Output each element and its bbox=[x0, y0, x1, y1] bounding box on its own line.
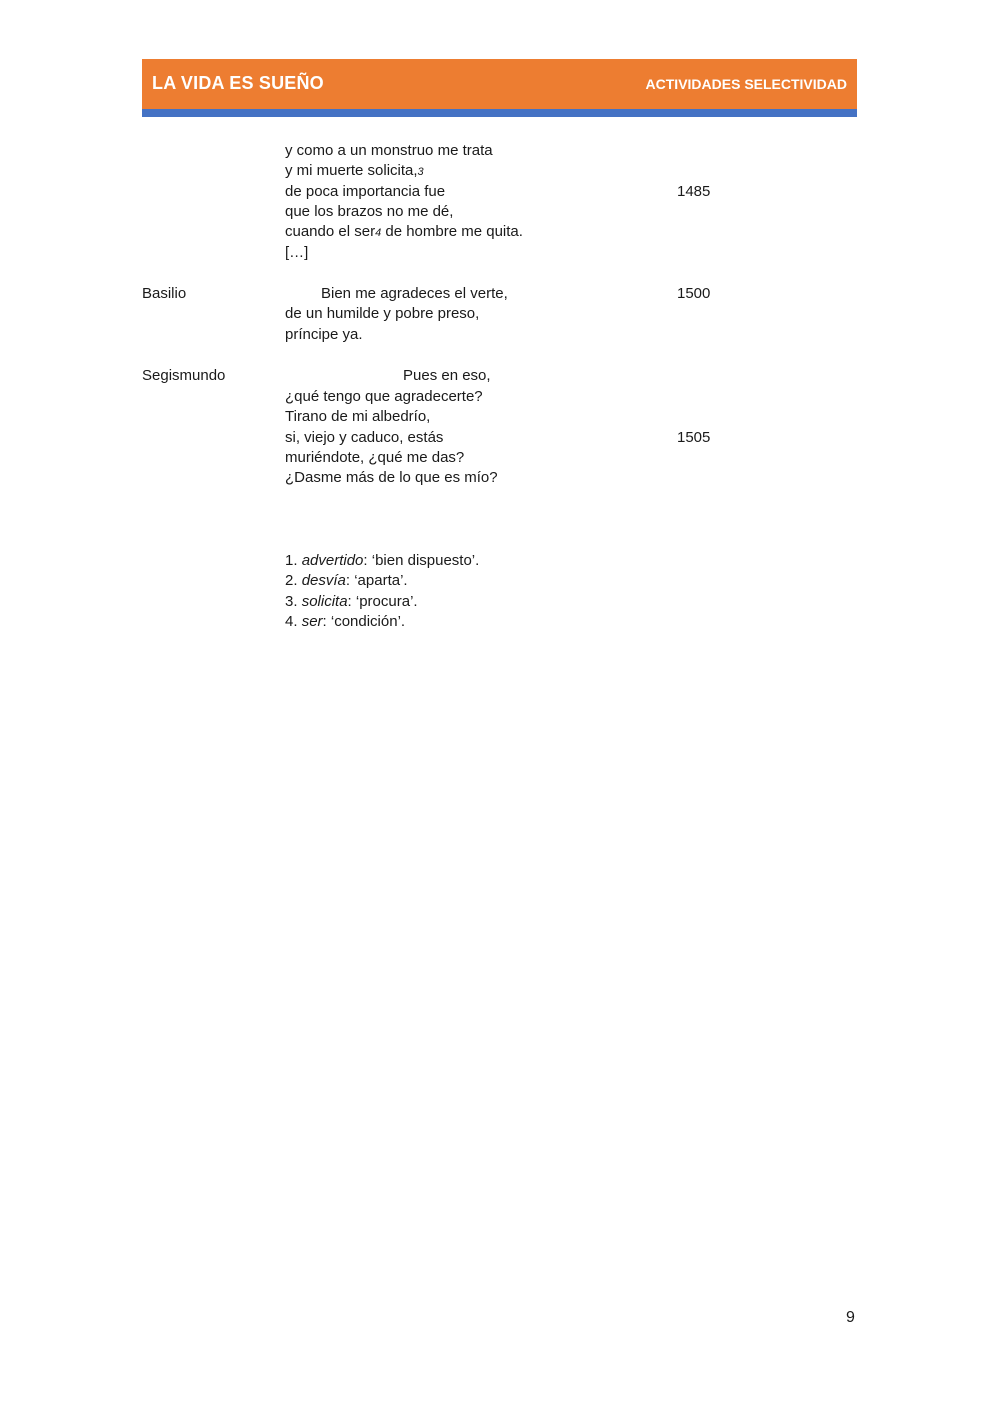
footnote-number: 3. bbox=[285, 593, 298, 610]
header-title: LA VIDA ES SUEÑO bbox=[152, 73, 324, 93]
line-number: 1500 bbox=[677, 285, 711, 302]
verse-line: de poca importancia fue bbox=[285, 183, 446, 200]
speaker-basilio: Basilio bbox=[142, 285, 187, 302]
footnote-term: ser bbox=[301, 613, 323, 630]
verse-line: si, viejo y caduco, estás bbox=[285, 429, 444, 446]
footnote bbox=[285, 571, 408, 591]
footnote-number: 4. bbox=[285, 613, 298, 630]
footnote-definition: : ‘procura’. bbox=[347, 593, 418, 610]
verse-line: de un humilde y pobre preso, bbox=[285, 305, 480, 322]
footnote bbox=[285, 592, 418, 612]
verse-line: Tirano de mi albedrío, bbox=[285, 408, 431, 425]
footnote-definition: : ‘condición’. bbox=[322, 613, 406, 630]
verse-line: Bien me agradeces el verte, bbox=[321, 285, 508, 302]
verse-line: que los brazos no me dé, bbox=[285, 203, 454, 220]
footnote-term: solicita bbox=[301, 593, 348, 610]
verse-line: y como a un monstruo me trata bbox=[285, 142, 493, 159]
speaker-segismundo: Segismundo bbox=[142, 367, 226, 384]
header-rule bbox=[142, 109, 857, 117]
line-number: 1505 bbox=[677, 429, 711, 446]
footnote-term: desvía bbox=[301, 572, 346, 589]
verse-text: y mi muerte solicita, bbox=[285, 162, 418, 179]
verse-line: Pues en eso, bbox=[403, 367, 491, 384]
verse-text: de hombre me quita. bbox=[381, 223, 523, 240]
page-header bbox=[142, 59, 857, 109]
footnote-definition: : ‘bien dispuesto’. bbox=[363, 552, 480, 569]
footnote-definition: : ‘aparta’. bbox=[345, 572, 408, 589]
ellipsis-line: […] bbox=[285, 244, 309, 261]
footnote-number: 1. bbox=[285, 552, 298, 569]
verse-line: muriéndote, ¿qué me das? bbox=[285, 449, 465, 466]
verse-line bbox=[285, 161, 424, 182]
verse-line: ¿qué tengo que agradecerte? bbox=[285, 388, 483, 405]
line-number: 1485 bbox=[677, 183, 711, 200]
header-subtitle: ACTIVIDADES SELECTIVIDAD bbox=[645, 76, 847, 92]
footnote bbox=[285, 551, 479, 571]
verse-line: príncipe ya. bbox=[285, 326, 363, 343]
footnote-term: advertido bbox=[301, 552, 364, 569]
footnote-ref: 3 bbox=[417, 166, 424, 178]
verse-text: cuando el ser bbox=[285, 223, 376, 240]
footnote bbox=[285, 612, 405, 632]
verse-line: ¿Dasme más de lo que es mío? bbox=[285, 469, 498, 486]
verse-line bbox=[285, 222, 523, 243]
page-number: 9 bbox=[846, 1309, 855, 1326]
footnote-ref: 4 bbox=[375, 227, 382, 239]
footnote-number: 2. bbox=[285, 572, 298, 589]
